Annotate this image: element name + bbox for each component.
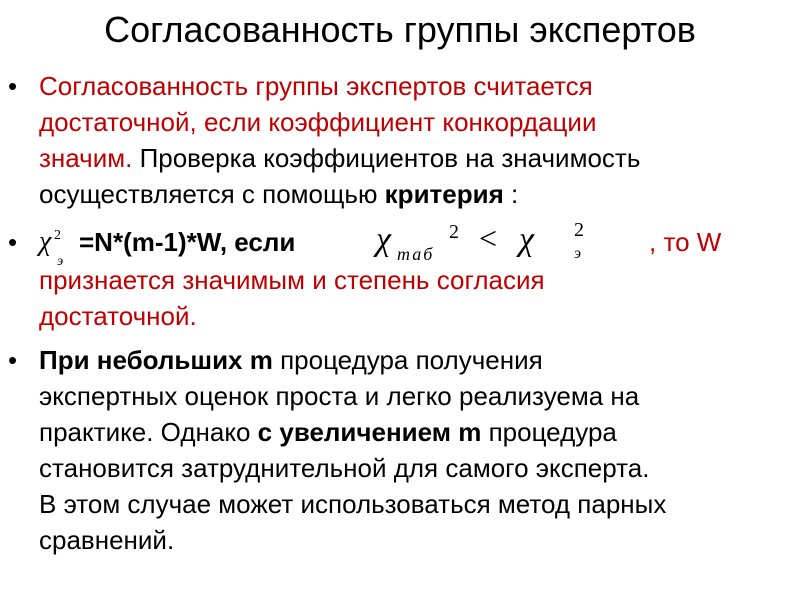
bullet-marker: • [8, 71, 18, 101]
bullet-line: Согласованность группы экспертов считается [39, 71, 593, 101]
slide-title: Согласованность группы экспертов [104, 9, 696, 50]
superscript-two: 2 [449, 221, 459, 243]
bullet-line [39, 414, 666, 450]
bullet-item-chi-square [8, 219, 798, 336]
chi-symbol: χ [39, 226, 52, 257]
chi-tab-symbol: χ [376, 221, 391, 258]
bullet-line [39, 176, 640, 212]
bullet-line: достаточной, если коэффициент конкордации [39, 107, 597, 137]
plain-text: практике. Однако [39, 417, 258, 447]
bullet-line: становится затруднительной для самого эксперта. [39, 453, 650, 483]
bullet-marker: • [8, 227, 18, 257]
bullet-item-small-m [8, 342, 798, 558]
chi-e-symbol: χ [519, 221, 534, 258]
formula-equation [79, 224, 295, 260]
bullet-line: экспертных оценок проста и легко реализуема на [39, 381, 640, 411]
bold-text: с увеличением m [257, 417, 482, 447]
red-text: значим. [39, 143, 133, 173]
subscript-tab: таб [397, 244, 435, 264]
bullet-line [39, 140, 640, 176]
superscript-two: 2 [54, 228, 61, 243]
plain-text: : [503, 179, 519, 209]
bullet-text [39, 342, 666, 558]
plain-text: процедура получения [272, 345, 543, 375]
bullet-line [39, 342, 666, 378]
subscript-e: э [57, 254, 64, 269]
formula-tail: , то W [649, 227, 722, 257]
bullet-text [39, 68, 640, 212]
bullet-line: достаточной. [39, 301, 197, 331]
equation-text: =N*(m-1)*W, если [79, 227, 296, 257]
formula-line [39, 219, 799, 336]
plain-text: Проверка коэффициентов на значимость [132, 143, 641, 173]
bullet-marker: • [8, 345, 18, 375]
bullet-line: В этом случае может использоваться метод парных [39, 489, 667, 519]
plain-text: осуществляется с помощью [39, 179, 385, 209]
bold-text: При небольших m [39, 345, 273, 375]
less-than-sign: < [479, 220, 498, 256]
bullet-line: признается значимым и степень согласия [39, 265, 545, 295]
bullet-line: сравнений. [39, 525, 175, 555]
plain-text: процедура [481, 417, 617, 447]
bullet-item-concordance [8, 68, 798, 212]
bold-text: критерия [384, 179, 504, 209]
subscript-e: э [574, 245, 582, 262]
superscript-two: 2 [574, 219, 584, 241]
